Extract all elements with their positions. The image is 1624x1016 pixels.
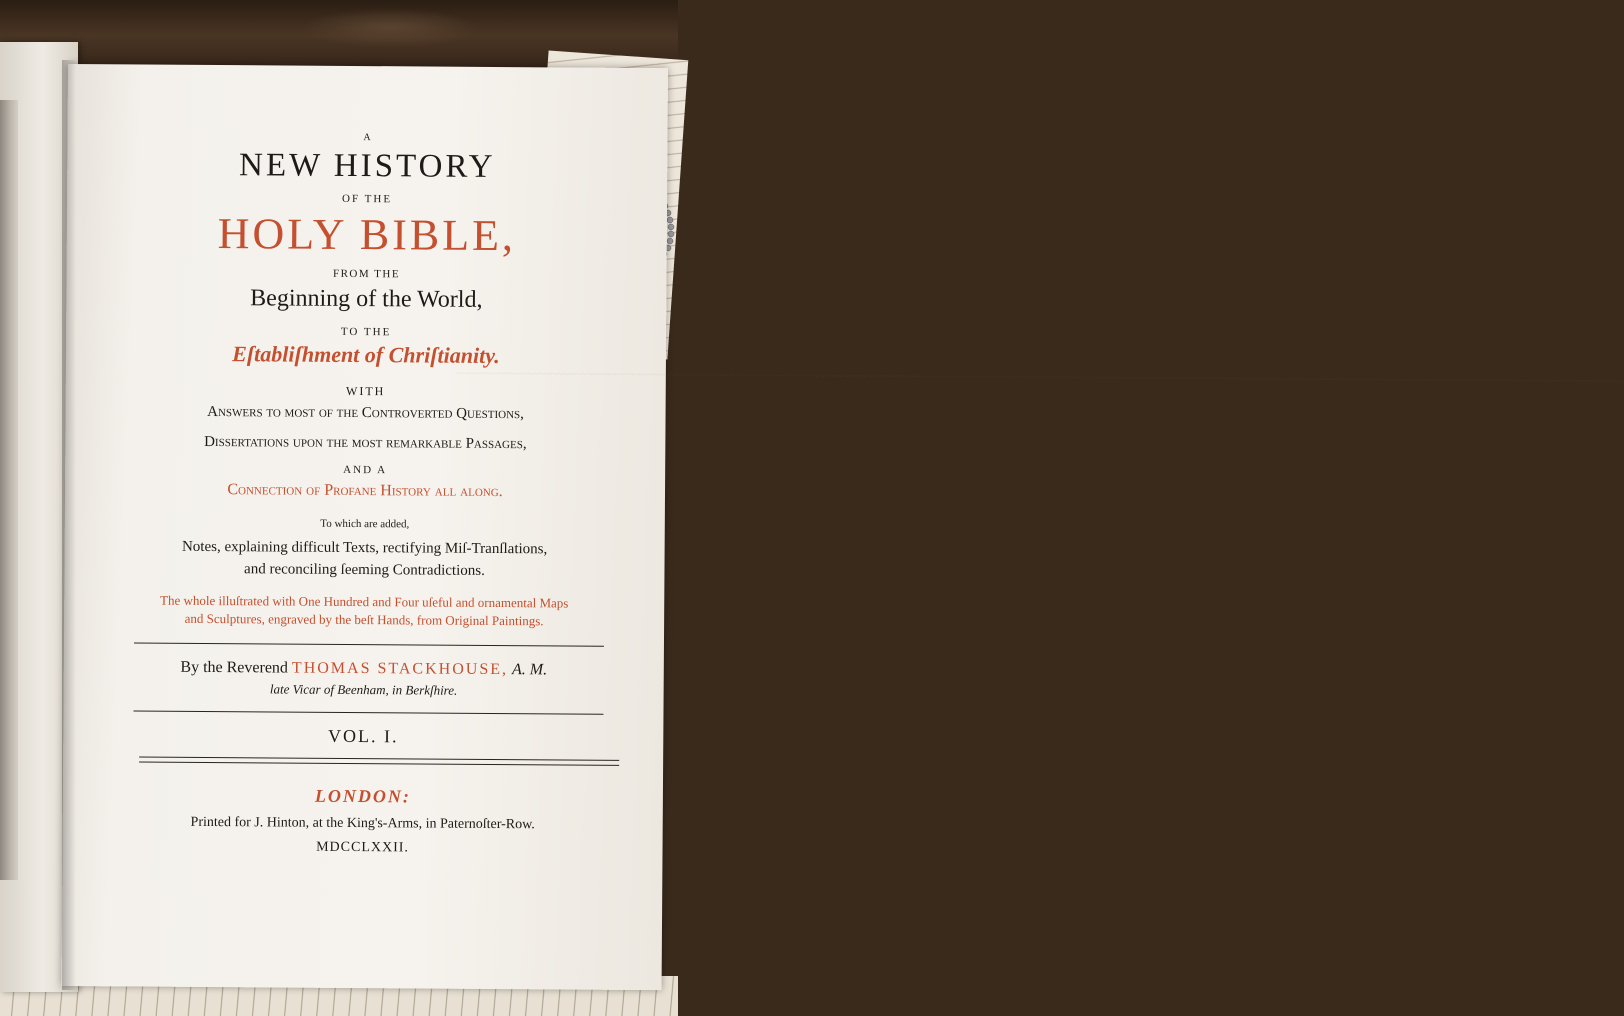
- author-degree: A. M.: [511, 661, 548, 679]
- title-of-the: OF THE: [342, 192, 393, 206]
- title-notes: Notes, explaining difficult Texts, rectifying Miſ-Tranſlations,: [181, 538, 548, 558]
- title-with: WITH: [346, 383, 386, 399]
- bleed-through-text: ~~~~~~~~~~~~~~~~~~~~~~~~~~~~~~~~~~~~~~~~~~~~~~~~~~~~~~~~~~~~~~~~~~~~~~~~~~~~~~~~~~~~~~~~~~~~~~~~~~~~~~~~~~~~~~~~~~~~~~~~~~~~~~~~~~~~~~~~~~~~~~~~~~~~~~~~~~~~~~~~~~~~~~~~~~~~~~~~~~~~~~~~~~~~~~~~~~~~: [455, 367, 1623, 388]
- title-dissertations: Dissertations upon the moſt remarkable Passages,: [204, 433, 527, 453]
- title-holy-bible: HOLY BIBLE,: [217, 209, 517, 261]
- title-reconciling: and reconciling ſeeming Contradictions.: [244, 561, 485, 579]
- title-page: [62, 64, 1623, 990]
- title-illustrated-1: The whole illuſtrated with One Hundred and Four uſeful and ornamental Maps: [160, 592, 569, 611]
- title-establishment: Eſtabliſhment of Chriſtianity.: [232, 341, 500, 369]
- title-from-the: FROM THE: [332, 267, 401, 281]
- title-illustrated-2: and Sculptures, engraved by the beſt Hands, from Original Paintings.: [184, 610, 544, 629]
- author-vicar: late Vicar of Beenham, in Berkſhire.: [269, 681, 458, 698]
- title-new-history: NEW HISTORY: [238, 147, 496, 185]
- title-connection: Connection of Profane History all along.: [227, 481, 503, 501]
- title-to-the: TO THE: [340, 325, 392, 339]
- imprint-year: MDCCLXXII.: [316, 839, 410, 856]
- title-article: A: [363, 132, 372, 144]
- title-which-added: To which are added,: [320, 517, 410, 531]
- spine-shadow: [62, 60, 76, 990]
- author-line: [64, 658, 664, 680]
- wood-knot: [300, 8, 480, 48]
- author-prefix: By the Reverend: [180, 658, 289, 677]
- imprint-city: LONDON:: [314, 785, 411, 807]
- engraved-portrait-edge: [0, 100, 18, 880]
- title-beginning: Beginning of the World,: [250, 285, 483, 313]
- title-answers: Answers to moſt of the Controverted Questions,: [207, 403, 525, 423]
- imprint-printer: Printed for J. Hinton, at the King's-Arms, in Paternoſter-Row.: [190, 814, 535, 833]
- volume-number: VOL. I.: [327, 725, 399, 747]
- author-name: THOMAS STACKHOUSE,: [291, 659, 509, 679]
- title-and-a: AND A: [343, 463, 388, 477]
